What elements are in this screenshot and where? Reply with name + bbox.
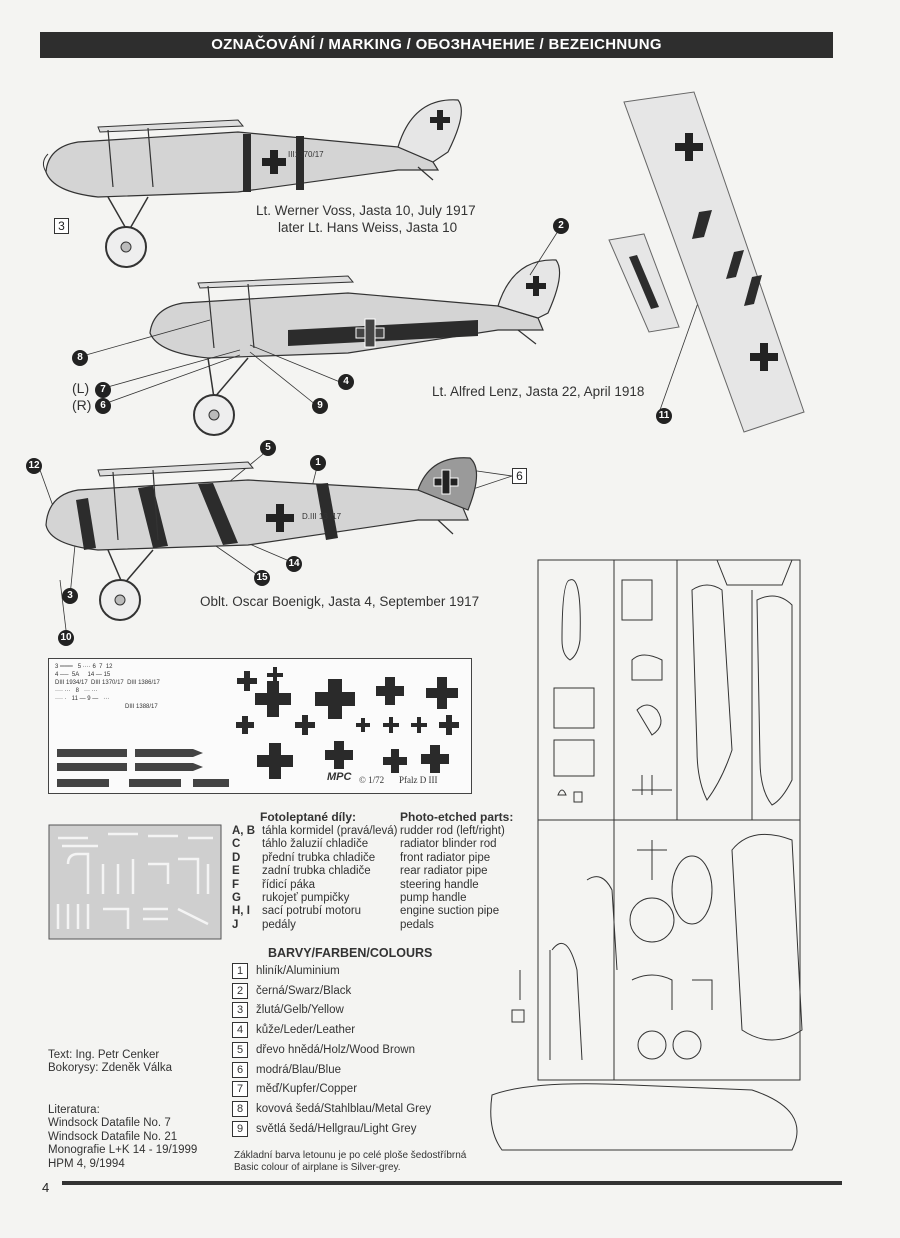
- colour-label: kovová šedá/Stahlblau/Metal Grey: [256, 1102, 432, 1115]
- footer-rule: [62, 1181, 842, 1185]
- colour-label: měď/Kupfer/Copper: [256, 1083, 358, 1096]
- photo-etched-part-cz: táhlo žaluzií chladiče: [262, 838, 369, 851]
- colour-row: [232, 963, 340, 981]
- wing-planform: [604, 92, 824, 442]
- photo-etched-letter: C: [232, 838, 241, 851]
- colours-title: BARVY/FARBEN/COLOURS: [268, 946, 433, 960]
- photo-etched-fret: [48, 824, 222, 940]
- credit-line: Text: Ing. Petr Cenker: [48, 1049, 160, 1061]
- parts-sprue-diagram: [492, 550, 842, 1160]
- note-line: Základní barva letounu je po celé ploše šedostříbrná: [234, 1150, 467, 1161]
- colour-number-box: 9: [232, 1121, 248, 1137]
- colour-label: kůže/Leder/Leather: [256, 1024, 356, 1037]
- callout-6: 6: [95, 398, 111, 414]
- literature-item: HPM 4, 9/1994: [48, 1157, 125, 1170]
- aircraft-caption-boenigk: Oblt. Oscar Boenigk, Jasta 4, September 1917: [200, 594, 480, 609]
- colour-number-box: 3: [232, 1002, 248, 1018]
- colour-label: žlutá/Gelb/Yellow: [256, 1004, 344, 1017]
- basic-colour-note: [234, 1150, 466, 1174]
- colour-label: hliník/Aluminium: [256, 965, 340, 977]
- credits-authors: [48, 1049, 172, 1076]
- caption-line: Lt. Werner Voss, Jasta 10, July 1917: [256, 203, 476, 218]
- photo-etched-part-en: steering handle: [400, 878, 479, 891]
- page-number: 4: [42, 1180, 50, 1195]
- colour-number-box: 8: [232, 1101, 248, 1117]
- colour-row: [232, 1081, 357, 1099]
- colour-number-box: 5: [232, 1042, 248, 1058]
- section-title: OZNAČOVÁNÍ / MARKING / ОБОЗНАЧЕНИЕ / BEZEICHNUNG: [211, 36, 662, 53]
- colour-number-box: 7: [232, 1081, 248, 1097]
- photo-etched-letter: H, I: [232, 905, 250, 918]
- decal-scale: © 1/72: [359, 775, 385, 785]
- callout-5: 5: [260, 440, 276, 456]
- photo-etched-part-cz: přední trubka chladiče: [262, 851, 376, 864]
- photo-etched-part-cz: pedály: [262, 918, 296, 931]
- decal-logo: MPC: [327, 771, 352, 783]
- colour-row: [232, 1121, 416, 1139]
- callout-10: 10: [58, 630, 74, 646]
- photo-etched-part-cz: rukojeť pumpičky: [262, 892, 350, 904]
- colour-label: dřevo hnědá/Holz/Wood Brown: [256, 1043, 415, 1056]
- photo-etched-part-en: rear radiator pipe: [400, 865, 488, 878]
- literature-item: Windsock Datafile No. 21: [48, 1130, 178, 1143]
- photo-etched-part-cz: zadní trubka chladiče: [262, 865, 371, 878]
- photo-etched-letter: G: [232, 892, 241, 904]
- credits-literature: [48, 1104, 197, 1171]
- photo-etched-part-en: pedals: [400, 918, 434, 931]
- colour-number-box: 1: [232, 963, 248, 979]
- photo-etched-part-en: engine suction pipe: [400, 905, 500, 918]
- callout-box-3: 3: [54, 218, 69, 234]
- callout-box-6: 6: [512, 468, 527, 484]
- decal-stripes: [53, 745, 233, 791]
- photo-etched-part-cz: řídicí páka: [262, 878, 316, 891]
- colour-number-box: 6: [232, 1062, 248, 1078]
- decal-text-panel: 3 ═══ 5 ···· 6 7 12 4 ── 5A 14 — 15 DIII 1934/17 DIII 1370/17 DIII 1386/17 ···· ··· 8 ··· ··· ···· · 11 — 9 — ··· DIII 1388/17: [55, 664, 160, 710]
- colour-row: [232, 1022, 355, 1040]
- colour-row: [232, 1002, 344, 1020]
- photo-etched-part-cz: sací potrubí motoru: [262, 905, 362, 918]
- callout-12: 12: [26, 458, 42, 474]
- callout-8: 8: [72, 350, 88, 366]
- colour-row: [232, 1062, 341, 1080]
- photo-etched-part-en: front radiator pipe: [400, 851, 491, 864]
- aircraft-caption-lenz: Lt. Alfred Lenz, Jasta 22, April 1918: [432, 384, 645, 399]
- callout-15: 15: [254, 570, 270, 586]
- callout-9: 9: [312, 398, 328, 414]
- colour-label: světlá šedá/Hellgrau/Light Grey: [256, 1122, 417, 1135]
- colour-row: [232, 1101, 431, 1119]
- colour-row: [232, 1042, 415, 1060]
- photo-etched-letter: J: [232, 918, 239, 931]
- note-line: Basic colour of airplane is Silver-grey.: [234, 1162, 401, 1173]
- photo-etched-heading-cz: Fotoleptané díly:: [260, 810, 356, 824]
- callout-3: 3: [62, 588, 78, 604]
- colour-number-box: 2: [232, 983, 248, 999]
- photo-etched-part-en: radiator blinder rod: [400, 838, 497, 851]
- callout-7: 7: [95, 382, 111, 398]
- callout-11: 11: [656, 408, 672, 424]
- callout-14: 14: [286, 556, 302, 572]
- callout-2: 2: [553, 218, 569, 234]
- photo-etched-heading-en: Photo-etched parts:: [400, 810, 514, 824]
- colour-row: [232, 983, 351, 1001]
- label-right: (R): [72, 397, 92, 413]
- photo-etched-letter: D: [232, 851, 241, 864]
- decal-model: Pfalz D III: [399, 775, 438, 785]
- label-left: (L): [72, 380, 90, 396]
- colour-label: modrá/Blau/Blue: [256, 1063, 342, 1076]
- colour-label: černá/Swarz/Black: [256, 984, 352, 997]
- photo-etched-letter: E: [232, 865, 240, 878]
- photo-etched-part-cz: táhla kormidel (pravá/levá): [262, 825, 398, 837]
- caption-line: later Lt. Hans Weiss, Jasta 10: [278, 220, 458, 235]
- decal-crosses: [235, 663, 471, 793]
- literature-title: Literatura:: [48, 1104, 100, 1116]
- literature-item: Windsock Datafile No. 7: [48, 1117, 171, 1130]
- aircraft-serial-voss: III1370/17: [288, 150, 324, 159]
- callout-4: 4: [338, 374, 354, 390]
- callout-1: 1: [310, 455, 326, 471]
- credit-line: Bokorysy: Zdeněk Válka: [48, 1062, 173, 1075]
- aircraft-serial-boenigk: D.III 13 /17: [302, 512, 342, 521]
- literature-item: Monografie L+K 14 - 19/1999: [48, 1144, 198, 1157]
- photo-etched-letter: A, B: [232, 825, 255, 837]
- photo-etched-part-en: pump handle: [400, 892, 467, 904]
- colour-number-box: 4: [232, 1022, 248, 1038]
- photo-etched-part-en: rudder rod (left/right): [400, 825, 505, 837]
- decal-sheet: [48, 658, 472, 794]
- photo-etched-letter: F: [232, 878, 240, 891]
